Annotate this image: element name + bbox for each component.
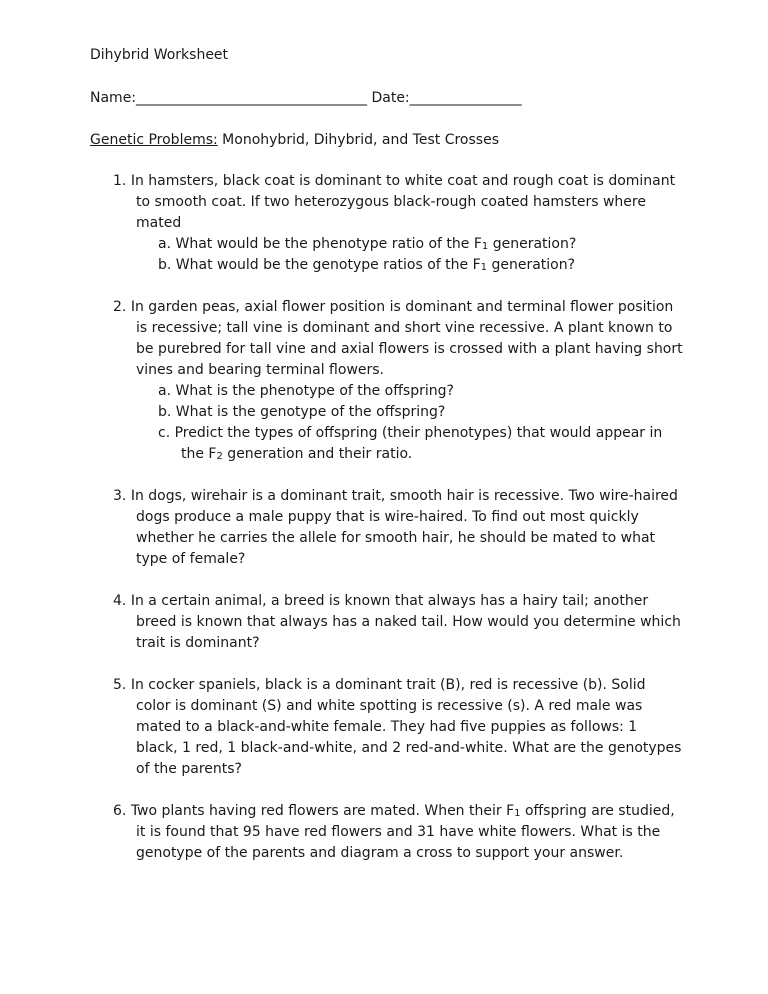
subscript: 1: [481, 241, 489, 252]
question-number: 5.: [113, 677, 127, 693]
section-heading-underlined: Genetic Problems:: [90, 132, 218, 148]
sub-item-text: What is the genotype of the offspring?: [175, 404, 446, 420]
section-heading: [90, 130, 499, 151]
question-body: In dogs, wirehair is a dominant trait, smooth hair is recessive. Two wire-haired dogs produce a male puppy that is wire-haired. To find out most quickly whether he carries the allele for smooth hair, he should be mated to what type of female?: [130, 488, 678, 567]
sub-item-text-end: generation?: [488, 236, 577, 252]
sub-item: [113, 255, 683, 276]
sub-item-text-end: generation and their ratio.: [222, 446, 413, 462]
sub-item-text: What is the phenotype of the offspring?: [175, 383, 454, 399]
question-list: [113, 171, 683, 885]
subscript: 2: [216, 451, 223, 462]
question-6: [113, 801, 683, 864]
sub-item: [113, 402, 683, 423]
question-number: 4.: [113, 593, 127, 609]
section-heading-rest: Monohybrid, Dihybrid, and Test Crosses: [217, 132, 499, 148]
sub-item-letter: a.: [158, 383, 172, 399]
question-2-text: [113, 297, 683, 381]
sub-item-text: Predict the types of offspring (their phenotypes) that would appear in the F: [174, 425, 663, 462]
question-number: 3.: [113, 488, 127, 504]
sub-item: [113, 234, 683, 255]
question-4: [113, 591, 683, 654]
question-1: [113, 171, 683, 276]
sub-item-text-end: generation?: [487, 257, 576, 273]
document-title: Dihybrid Worksheet: [90, 47, 229, 63]
question-body: In garden peas, axial flower position is dominant and terminal flower position is recessive; tall vine is dominant and short vine recessive. A plant known to be purebred for tall vine and axial flowers is crossed with a plant having short vines and bearing terminal flowers.: [130, 299, 683, 378]
question-number: 2.: [113, 299, 127, 315]
question-number: 6.: [113, 803, 127, 819]
sub-item-letter: a.: [158, 236, 172, 252]
question-number: 1.: [113, 173, 127, 189]
name-date-line: Name:_________________________________ Date:________________: [90, 90, 522, 106]
sub-item-text: What would be the genotype ratios of the F: [175, 257, 481, 273]
sub-item-text: What would be the phenotype ratio of the F: [175, 236, 482, 252]
question-body: offspring are studied, it is found that 95 have red flowers and 31 have white flowers. What is the genotype of the parents and diagram a cross to support your answer.: [136, 803, 675, 861]
sub-item: [113, 381, 683, 402]
question-2: [113, 297, 683, 465]
sub-item-letter: b.: [158, 404, 172, 420]
question-body-start: Two plants having red flowers are mated. When their F: [130, 803, 515, 819]
question-3: [113, 486, 683, 570]
question-3-text: [113, 486, 683, 570]
question-5-text: [113, 675, 683, 780]
subscript: 1: [514, 808, 521, 819]
question-4-text: [113, 591, 683, 654]
question-body: In a certain animal, a breed is known that always has a hairy tail; another breed is known that always has a naked tail. How would you determine which trait is dominant?: [130, 593, 681, 651]
question-body: In cocker spaniels, black is a dominant trait (B), red is recessive (b). Solid color is dominant (S) and white spotting is recessive (s). A red male was mated to a black-and-white female. They had five puppies as follows: 1 black, 1 red, 1 black-and-white, and 2 red-and-white. What are the genotypes of the parents?: [130, 677, 682, 777]
question-1-text: [113, 171, 683, 234]
question-1-subitems: [113, 234, 683, 276]
subscript: 1: [480, 262, 488, 273]
question-6-text: [113, 801, 683, 864]
sub-item-letter: c.: [158, 425, 171, 441]
question-2-subitems: [113, 381, 683, 465]
question-5: [113, 675, 683, 780]
sub-item: [113, 423, 683, 465]
sub-item-letter: b.: [158, 257, 172, 273]
question-body: In hamsters, black coat is dominant to white coat and rough coat is dominant to smooth coat. If two heterozygous black-rough coated hamsters where mated: [130, 173, 676, 231]
